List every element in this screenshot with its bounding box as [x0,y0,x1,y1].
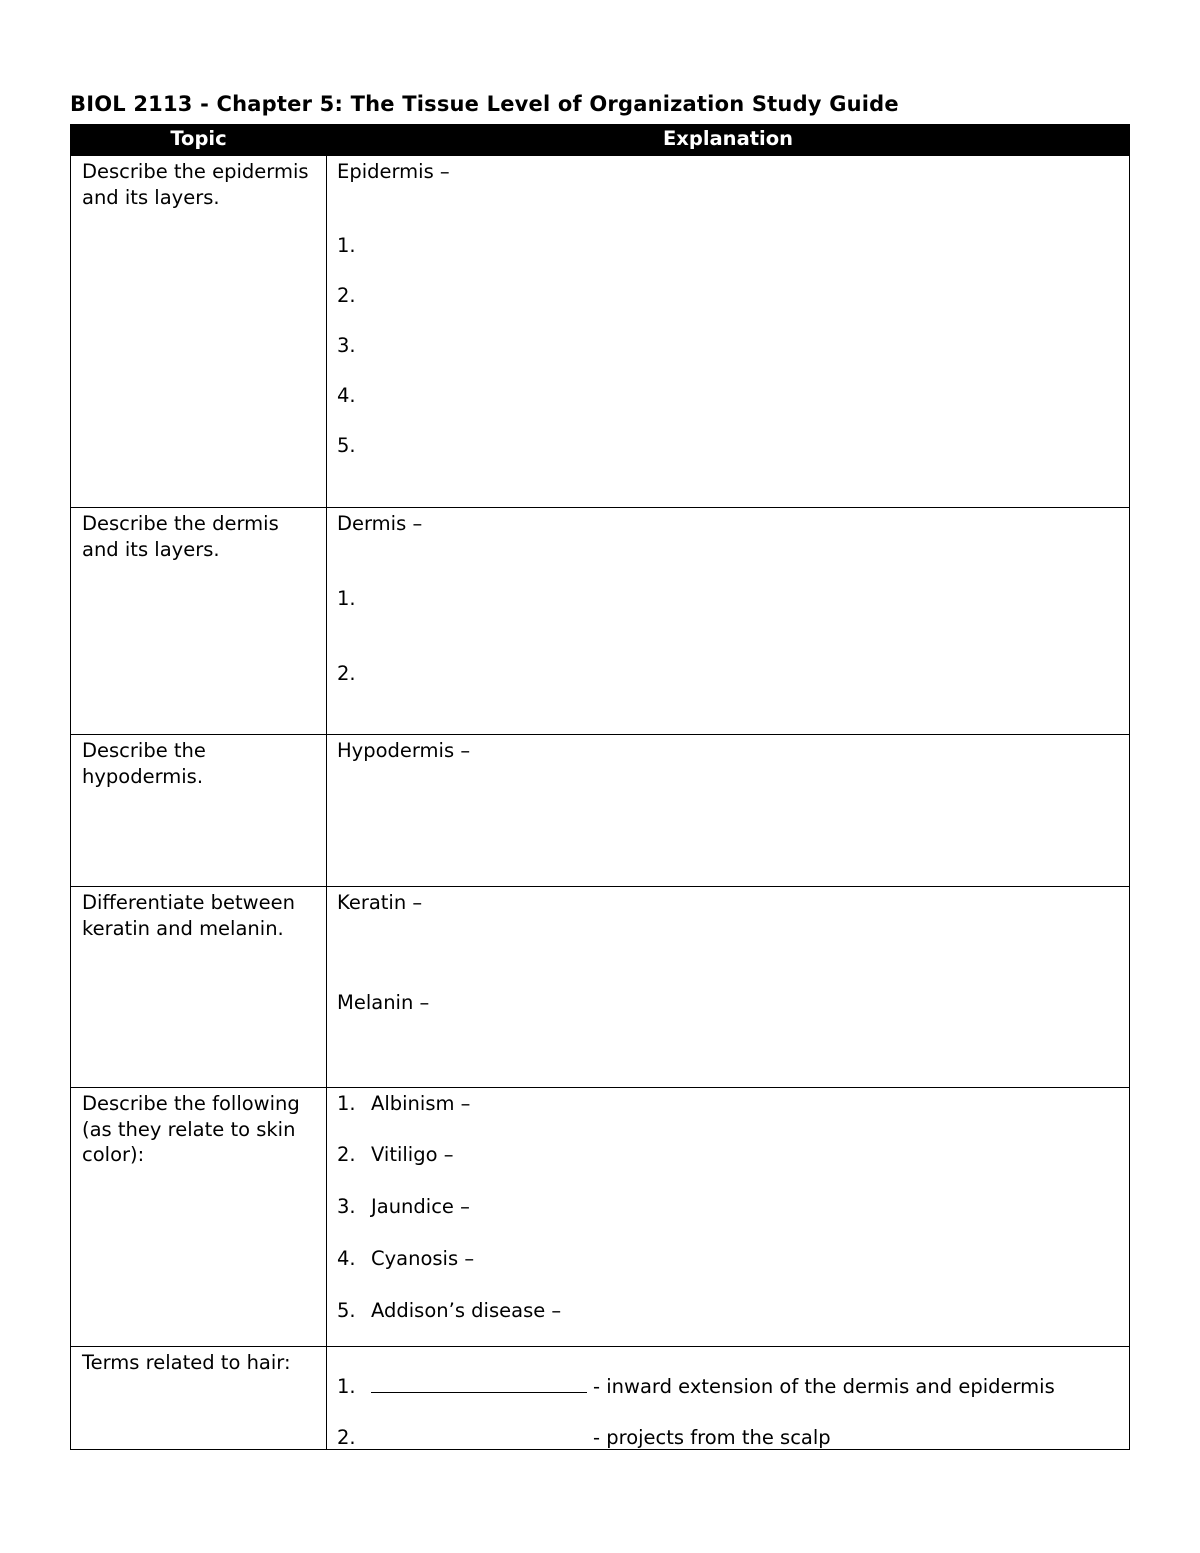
list-item [337,1425,831,1451]
list-number: 5. [337,434,356,457]
list-number: 3. [337,1195,356,1218]
document-title: BIOL 2113 - Chapter 5: The Tissue Level of Organization Study Guide [70,92,899,116]
term-label: Melanin – [337,991,430,1014]
topic-cell: Differentiate between keratin and melanin. [71,887,327,1088]
topic-cell: Describe the hypodermis. [71,735,327,887]
list-number: 1. [337,1092,356,1115]
term-label: Dermis – [337,512,423,535]
list-text: - projects from the scalp [593,1426,831,1449]
list-item [337,1091,470,1117]
explanation-cell[interactable] [327,887,1130,1088]
table-row-epidermis [71,156,1130,508]
topic-cell: Terms related to hair: [71,1347,327,1450]
term-label: Hypodermis – [337,739,471,762]
table-header-row [71,125,1130,156]
list-number: 1. [337,587,356,610]
table-row-hair-terms [71,1347,1130,1450]
list-number: 5. [337,1299,356,1322]
list-item [337,1298,561,1324]
list-number: 3. [337,334,356,357]
list-number: 4. [337,384,356,407]
header-explanation: Explanation [327,125,1130,156]
explanation-cell[interactable] [327,508,1130,735]
explanation-cell[interactable] [327,1347,1130,1450]
list-number: 2. [337,1143,356,1166]
table-row-dermis [71,508,1130,735]
study-guide-table [70,124,1130,1450]
list-number: 2. [337,662,356,685]
list-item [337,1374,1055,1400]
term-label: Epidermis – [337,160,450,183]
list-number: 4. [337,1247,356,1270]
topic-cell: Describe the epidermis and its layers. [71,156,327,508]
list-text: Addison’s disease – [371,1299,562,1322]
explanation-cell[interactable] [327,735,1130,887]
header-topic: Topic [71,125,327,156]
list-text: Jaundice – [371,1195,470,1218]
list-item [337,1194,470,1220]
list-number: 2. [337,284,356,307]
list-text: Cyanosis – [371,1247,475,1270]
list-number: 1. [337,1375,356,1398]
list-number: 2. [337,1426,356,1449]
list-text: - inward extension of the dermis and epidermis [593,1375,1055,1398]
table-row-keratin-melanin [71,887,1130,1088]
topic-cell: Describe the dermis and its layers. [71,508,327,735]
term-label: Keratin – [337,891,423,914]
list-text: Albinism – [371,1092,471,1115]
list-item [337,1246,474,1272]
explanation-cell[interactable] [327,156,1130,508]
table-row-skin-color [71,1088,1130,1347]
fill-in-blank[interactable] [371,1374,587,1393]
explanation-cell[interactable] [327,1088,1130,1347]
topic-cell: Describe the following (as they relate to skin color): [71,1088,327,1347]
list-text: Vitiligo – [371,1143,454,1166]
list-number: 1. [337,234,356,257]
list-item [337,1142,454,1168]
table-row-hypodermis [71,735,1130,887]
